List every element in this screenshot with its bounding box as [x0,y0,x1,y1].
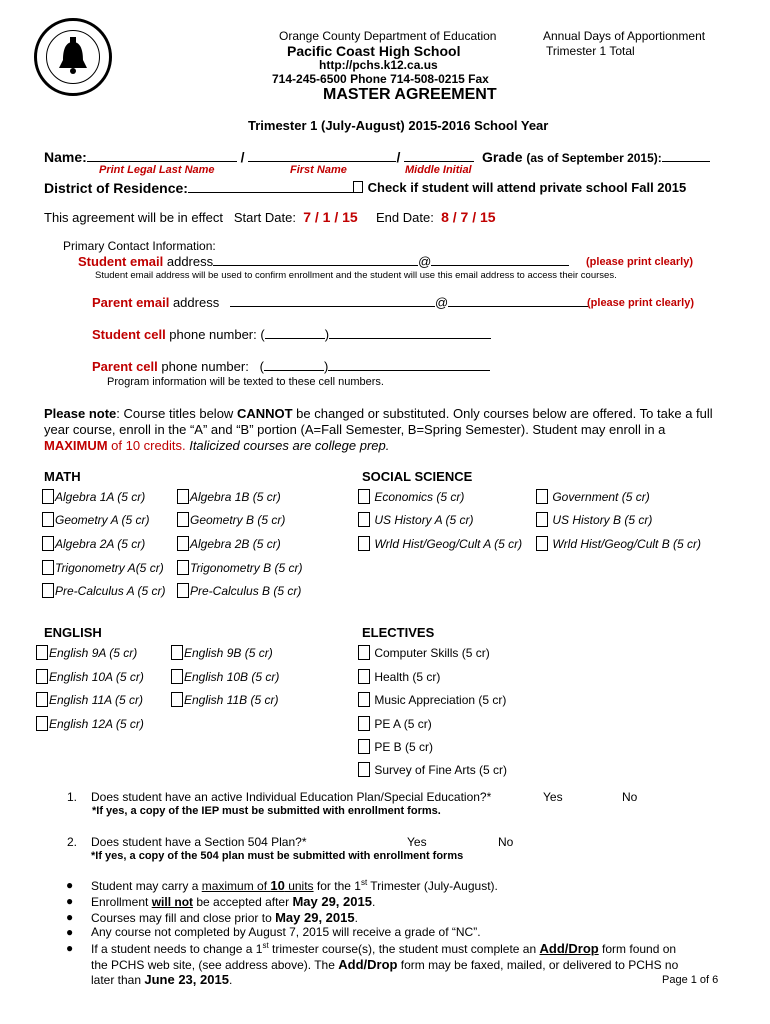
end-date-row [376,209,496,225]
private-school-row [353,180,686,195]
social-course-row[interactable] [358,489,464,504]
bullet-add-drop-2 [91,957,678,972]
course-label: US History A (5 cr) [374,513,474,527]
bullet-text: Courses may fill and close prior to [91,911,276,925]
english-course-row[interactable] [36,692,143,707]
iep-yes-option[interactable]: Yes [543,790,563,804]
course-label: English 12A (5 cr) [49,717,144,731]
school-url: http://pchs.k12.ca.us [319,58,438,72]
course-label: PE A (5 cr) [374,717,432,731]
bullet-max-units [91,878,498,893]
course-label: US History B (5 cr) [552,513,653,527]
student-cell-row: Student cell phone number: ( ) [92,327,491,342]
elective-row[interactable] [358,739,433,754]
section-504-no-option[interactable]: No [498,835,514,849]
student-email-domain-field[interactable] [431,254,569,266]
course-checkbox[interactable] [358,536,370,551]
course-checkbox[interactable] [177,536,189,551]
course-checkbox[interactable] [177,512,189,527]
bullet-icon: ● [66,878,74,892]
english-course-row[interactable] [171,645,273,660]
bullet-text: . [354,911,358,925]
parent-cell-label-red: Parent cell [92,359,158,374]
course-label: Music Appreciation (5 cr) [374,693,507,707]
page-title: MASTER AGREEMENT [323,86,497,103]
note-line-3 [44,438,389,453]
course-label: Pre-Calculus A (5 cr) [55,584,166,598]
course-checkbox[interactable] [358,739,370,754]
bullet-date: May 29, 2015 [292,894,372,909]
middle-initial-field[interactable] [404,150,474,162]
start-date-value: 7 / 1 / 15 [303,209,358,225]
course-label: Geometry A (5 cr) [55,513,150,527]
parent-cell-area-field[interactable] [264,359,324,371]
course-checkbox[interactable] [36,716,48,731]
annual-days-label: Annual Days of Apportionment [543,29,706,43]
district-row [44,180,355,196]
school-name: Pacific Coast High School [287,43,461,59]
math-heading: MATH [44,469,81,484]
note-credits: of 10 credits. [107,438,186,453]
bullet-units: units [284,879,314,893]
parent-cell-number-field[interactable] [328,359,490,371]
bullet-underlined: maximum of [201,879,271,893]
first-name-caption: First Name [290,164,347,176]
county-seal-logo [34,18,112,96]
bullet-will-not: will not [151,895,194,909]
math-course-row[interactable] [177,560,302,575]
elective-row[interactable] [358,669,440,684]
bullet-add-drop-1 [91,941,676,956]
course-checkbox[interactable] [177,560,189,575]
name-label: Name: [44,149,87,165]
course-checkbox[interactable] [358,489,370,504]
course-label: English 10B (5 cr) [184,670,280,684]
start-date-label: Start Date: [233,210,296,225]
student-email-row: Student email address @ [78,254,569,269]
course-checkbox[interactable] [536,536,548,551]
course-checkbox[interactable] [536,489,548,504]
course-checkbox[interactable] [177,583,189,598]
bullet-text: later than [91,973,145,987]
course-label: Algebra 1B (5 cr) [190,490,281,504]
parent-email-label-rest: address [169,295,220,310]
course-label: Wrld Hist/Geog/Cult B (5 cr) [552,537,702,551]
bullet-courses-close [91,910,358,925]
bullet-icon: ● [66,925,74,939]
parent-email-label-red: Parent email [92,295,170,310]
agreement-dates [44,209,358,225]
course-label: English 11A (5 cr) [49,693,144,707]
note-line-2: year course, enroll in the “A” and “B” portion (A=Fall Semester, B=Spring Semester). Student may enroll in a [44,422,666,437]
bullet-text: trimester course(s), the student must complete an [268,942,540,956]
parent-email-row: Parent email address @ [92,295,588,310]
section-504-note: *If yes, a copy of the 504 plan must be submitted with enrollment forms [91,850,464,862]
course-checkbox[interactable] [42,512,54,527]
course-label: Computer Skills (5 cr) [374,646,490,660]
course-label: Government (5 cr) [552,490,650,504]
bullet-icon: ● [66,910,74,924]
bullet-text: Trimester (July-August). [367,879,498,893]
note-maximum: MAXIMUM [44,438,108,453]
grade-field[interactable] [662,150,710,162]
parent-cell-label-rest: phone number: [157,359,249,374]
english-heading: ENGLISH [44,625,102,640]
course-label: Survey of Fine Arts (5 cr) [374,763,508,777]
superscript: st [262,941,269,950]
student-cell-label-red: Student cell [92,327,166,342]
course-checkbox[interactable] [536,512,548,527]
parent-email-user-field[interactable] [230,295,435,307]
superscript: st [360,878,368,887]
program-text-note: Program information will be texted to these cell numbers. [107,376,384,388]
elective-row[interactable] [358,645,490,660]
math-course-row[interactable] [177,512,285,527]
grade-note: (as of September 2015): [526,151,662,165]
course-checkbox[interactable] [171,645,183,660]
elective-row[interactable] [358,692,506,707]
student-email-label-rest: address [163,254,214,269]
course-checkbox[interactable] [177,489,189,504]
bullet-add-drop-bold: Add/Drop [338,957,398,972]
bullet-text: form found on [598,942,677,956]
school-phone: 714-245-6500 Phone 714-508-0215 Fax [272,72,489,86]
student-email-label-red: Student email [78,254,164,269]
bullet-enrollment-deadline [91,894,375,909]
iep-note: *If yes, a copy of the IEP must be submitted with enrollment forms. [92,805,441,817]
course-checkbox[interactable] [171,669,183,684]
bullet-text: the PCHS web site, (see address above). The [91,958,339,972]
course-label: Algebra 2B (5 cr) [190,537,281,551]
course-checkbox[interactable] [42,489,54,504]
course-label: Trigonometry B (5 cr) [190,561,303,575]
please-print-note: (please print clearly) [586,256,693,268]
note-college-prep: Italicized courses are college prep. [185,438,390,453]
electives-heading: ELECTIVES [362,625,435,640]
course-checkbox[interactable] [358,762,370,777]
course-label: PE B (5 cr) [374,740,434,754]
middle-initial-caption: Middle Initial [405,164,472,176]
private-school-label: Check if student will attend private school Fall 2015 [367,180,687,195]
bullet-text: Enrollment [91,895,152,909]
dept-name: Orange County Department of Education [279,29,497,43]
page-number: Page 1 of 6 [662,974,719,986]
social-course-row[interactable] [358,512,473,527]
course-label: Wrld Hist/Geog/Cult A (5 cr) [374,537,523,551]
student-cell-number-field[interactable] [329,327,491,339]
math-course-row[interactable] [42,536,145,551]
course-label: Algebra 2A (5 cr) [55,537,146,551]
bullet-date: May 29, 2015 [275,910,355,925]
course-label: Geometry B (5 cr) [190,513,286,527]
english-course-row[interactable] [171,669,279,684]
english-course-row[interactable] [36,669,144,684]
student-email-user-field[interactable] [213,254,418,266]
end-date-value: 8 / 7 / 15 [441,209,496,225]
course-checkbox[interactable] [42,560,54,575]
iep-question: Does student have an active Individual Education Plan/Special Education?* [91,790,492,804]
last-name-caption: Print Legal Last Name [99,164,215,176]
note-cannot: CANNOT [236,406,293,421]
course-checkbox[interactable] [171,692,183,707]
bullet-icon: ● [66,894,74,908]
course-checkbox[interactable] [358,716,370,731]
agreement-lead: This agreement will be in effect [44,210,223,225]
school-year: Trimester 1 (July-August) 2015-2016 School Year [248,118,549,133]
grade-label: Grade [482,149,523,165]
bell-icon [34,18,112,96]
last-name-field[interactable] [87,150,237,162]
course-label: Pre-Calculus B (5 cr) [190,584,302,598]
course-label: English 9B (5 cr) [184,646,273,660]
course-checkbox[interactable] [358,512,370,527]
course-checkbox[interactable] [36,669,48,684]
bullet-date: June 23, 2015 [144,972,229,987]
course-label: English 9A (5 cr) [49,646,138,660]
bullet-text: Student may carry a [91,879,202,893]
section-504-yes-option[interactable]: Yes [407,835,427,849]
private-school-checkbox[interactable] [353,181,363,193]
english-course-row[interactable] [171,692,278,707]
course-label: Algebra 1A (5 cr) [55,490,146,504]
social-course-row[interactable] [536,512,652,527]
math-course-row[interactable] [177,536,281,551]
trimester-total-label: Trimester 1 Total [546,44,635,58]
math-course-row[interactable] [42,512,149,527]
bullet-text: . [228,973,233,987]
social-course-row[interactable] [536,536,701,551]
bullet-text: be accepted after [193,895,293,909]
note-line-1 [44,406,713,421]
social-science-heading: SOCIAL SCIENCE [362,469,473,484]
math-course-row[interactable] [42,560,164,575]
course-label: English 10A (5 cr) [49,670,144,684]
first-name-field[interactable] [248,150,396,162]
note-text-1: : Course titles below [116,406,237,421]
bullet-text: form may be faxed, mailed, or delivered to PCHS no [397,958,679,972]
bullet-nc-grade: Any course not completed by August 7, 2015 will receive a grade of “NC”. [91,925,481,939]
note-lead: Please note [44,406,117,421]
course-checkbox[interactable] [42,536,54,551]
elective-row[interactable] [358,762,507,777]
question-number: 2. [67,835,78,849]
bullet-max-number: 10 [270,878,285,893]
math-course-row[interactable] [42,489,145,504]
name-row: Name: / / Grade (as of September 2015): [44,149,710,165]
math-course-row[interactable] [42,583,165,598]
social-course-row[interactable] [358,536,522,551]
end-date-label: End Date: [376,210,434,225]
student-cell-label-rest: phone number: [165,327,257,342]
course-checkbox[interactable] [42,583,54,598]
bullet-text: . [371,895,376,909]
iep-no-option[interactable]: No [622,790,638,804]
section-504-question: Does student have a Section 504 Plan?* [91,835,307,849]
course-label: Economics (5 cr) [374,490,465,504]
email-usage-note: Student email address will be used to confirm enrollment and the student will use this email address to access their courses. [95,270,617,281]
course-label: Trigonometry A(5 cr) [55,561,164,575]
course-label: Health (5 cr) [374,670,441,684]
math-course-row[interactable] [177,583,301,598]
primary-contact-label: Primary Contact Information: [63,239,216,253]
parent-cell-row: Parent cell phone number: ( ) [92,359,490,374]
english-course-row[interactable] [36,716,144,731]
elective-row[interactable] [358,716,432,731]
note-text-2: be changed or substituted. Only courses below are offered. To take a full [292,406,713,421]
add-drop-form-link[interactable]: Add/Drop [539,941,599,956]
bullet-text: for the 1 [313,879,361,893]
bullet-add-drop-3 [91,972,232,987]
course-checkbox[interactable] [358,692,370,707]
bullet-icon: ● [66,941,74,955]
parent-email-domain-field[interactable] [448,295,588,307]
question-number: 1. [67,790,78,804]
course-checkbox[interactable] [358,645,370,660]
district-field[interactable] [188,181,355,193]
district-label: District of Residence: [44,180,188,196]
course-label: English 11B (5 cr) [184,693,279,707]
course-checkbox[interactable] [36,692,48,707]
please-print-note-parent: (please print clearly) [587,297,694,309]
bullet-text: If a student needs to change a 1 [91,942,263,956]
course-checkbox[interactable] [358,669,370,684]
social-course-row[interactable] [536,489,650,504]
math-course-row[interactable] [177,489,281,504]
course-checkbox[interactable] [36,645,48,660]
english-course-row[interactable] [36,645,137,660]
student-cell-area-field[interactable] [265,327,325,339]
